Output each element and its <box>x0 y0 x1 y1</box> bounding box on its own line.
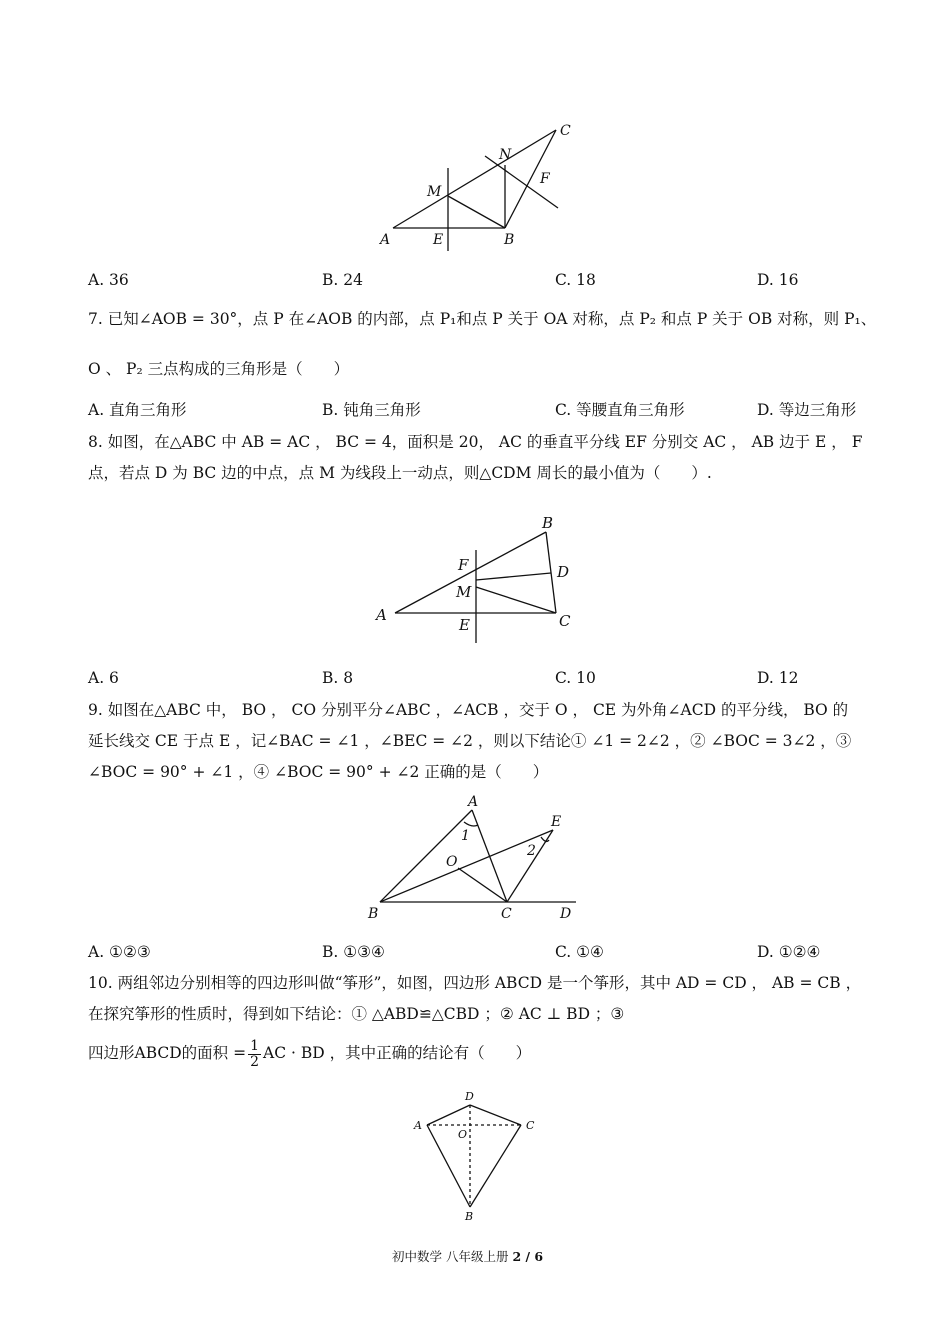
q6-option-d: D. 16 <box>757 271 799 289</box>
fraction-denominator: 2 <box>250 1053 259 1070</box>
label-a: A <box>376 606 387 624</box>
label-angle-2: 2 <box>527 843 536 859</box>
label-e: E <box>433 232 444 248</box>
label-n: N <box>499 147 512 163</box>
label-a: A <box>468 794 479 810</box>
q10-line-3-prefix: 四边形ABCD的面积 = <box>88 1044 247 1062</box>
line-ba <box>380 810 472 902</box>
label-b: B <box>542 514 554 532</box>
figure-q9-svg <box>360 792 590 927</box>
line-cb <box>470 1125 521 1207</box>
angle-1-arc <box>464 822 478 826</box>
fraction-one-half <box>248 1039 261 1070</box>
footer-text: 初中数学 八年级上册 <box>392 1249 513 1264</box>
label-b: B <box>504 232 515 248</box>
label-a: A <box>414 1119 422 1132</box>
q9-option-b: B. ①③④ <box>322 943 385 961</box>
q9-line-1: 9. 如图在△ABC 中， BO ， CO 分别平分∠ABC ，∠ACB ，交于 O ， CE 为外角∠ACD 的平分线， BO 的 <box>88 701 849 719</box>
q9-line-2: 延长线交 CE 于点 E ，记∠BAC = ∠1 ，∠BEC = ∠2 ，则以下结论① ∠1 = 2∠2 ，② ∠BOC = 3∠2 ，③ <box>88 732 852 750</box>
figure-q8-svg <box>370 510 585 645</box>
q9-option-c: C. ①④ <box>555 943 604 961</box>
q10-line-3-suffix: AC · BD ，其中正确的结论有（ ） <box>263 1044 532 1062</box>
label-b: B <box>465 1210 474 1223</box>
line-bc <box>546 532 556 613</box>
q8-option-d: D. 12 <box>757 669 799 687</box>
q7-option-d: D. 等边三角形 <box>757 401 857 419</box>
label-e: E <box>551 814 562 830</box>
figure-q10-svg <box>405 1085 545 1225</box>
q10-line-3 <box>88 1036 531 1070</box>
figure-q8 <box>370 510 585 645</box>
line-oc <box>458 868 507 902</box>
q7-line-2: O 、 P₂ 三点构成的三角形是（ ） <box>88 360 350 378</box>
label-angle-1: 1 <box>461 828 470 844</box>
line-ac <box>393 130 556 228</box>
q6-option-b: B. 24 <box>322 271 363 289</box>
label-o: O <box>446 854 458 870</box>
q6-option-a: A. 36 <box>88 271 129 289</box>
label-d: D <box>560 906 572 922</box>
label-d: D <box>557 563 570 581</box>
label-m: M <box>427 184 442 200</box>
figure-q6-svg <box>360 118 590 253</box>
line-dc <box>470 1105 521 1125</box>
q8-option-b: B. 8 <box>322 669 354 687</box>
q7-option-b: B. 钝角三角形 <box>322 401 421 419</box>
fraction-numerator: 1 <box>250 1037 259 1054</box>
q6-option-c: C. 18 <box>555 271 596 289</box>
figure-q10 <box>405 1085 545 1225</box>
label-a: A <box>380 232 391 248</box>
q7-line-1: 7. 已知∠AOB = 30°，点 P 在∠AOB 的内部，点 P₁和点 P 关于 OA 对称，点 P₂ 和点 P 关于 OB 对称，则 P₁、 <box>88 310 877 328</box>
label-e: E <box>459 616 470 634</box>
q9-line-3: ∠BOC = 90° + ∠1 ，④ ∠BOC = 90° + ∠2 正确的是（ ） <box>88 763 549 781</box>
q8-option-a: A. 6 <box>88 669 119 687</box>
label-f: F <box>458 556 469 574</box>
figure-q6 <box>360 118 590 253</box>
line-md <box>476 573 551 580</box>
label-c: C <box>559 612 571 630</box>
q8-option-c: C. 10 <box>555 669 596 687</box>
figure-q9 <box>360 792 590 927</box>
label-b: B <box>368 906 379 922</box>
label-c: C <box>526 1119 535 1132</box>
label-d: D <box>465 1090 474 1103</box>
q10-line-2: 在探究筝形的性质时，得到如下结论：① △ABD≌△CBD ；② AC ⊥ BD ；③ <box>88 1005 625 1023</box>
q9-option-d: D. ①②④ <box>757 943 821 961</box>
line-ad <box>427 1105 470 1125</box>
q10-line-1: 10. 两组邻边分别相等的四边形叫做“筝形”，如图，四边形 ABCD 是一个筝形，其中 AD = CD ， AB = CB ， <box>88 974 862 992</box>
label-o: O <box>458 1128 468 1141</box>
q7-option-a: A. 直角三角形 <box>88 401 187 419</box>
q9-option-a: A. ①②③ <box>88 943 151 961</box>
line-mb <box>448 196 505 228</box>
label-f: F <box>540 171 550 187</box>
q7-option-c: C. 等腰直角三角形 <box>555 401 685 419</box>
label-c: C <box>560 123 571 139</box>
q8-line-1: 8. 如图，在△ABC 中 AB = AC ， BC = 4，面积是 20， AC 的垂直平分线 EF 分别交 AC ， AB 边于 E ， F <box>88 433 863 451</box>
label-m: M <box>456 583 472 601</box>
line-mc <box>476 587 556 613</box>
page-number: 2 / 6 <box>512 1249 544 1264</box>
page-footer <box>392 1247 543 1265</box>
q8-line-2: 点，若点 D 为 BC 边的中点，点 M 为线段上一动点，则△CDM 周长的最小值为（ ）. <box>88 464 712 482</box>
label-c: C <box>501 906 512 922</box>
